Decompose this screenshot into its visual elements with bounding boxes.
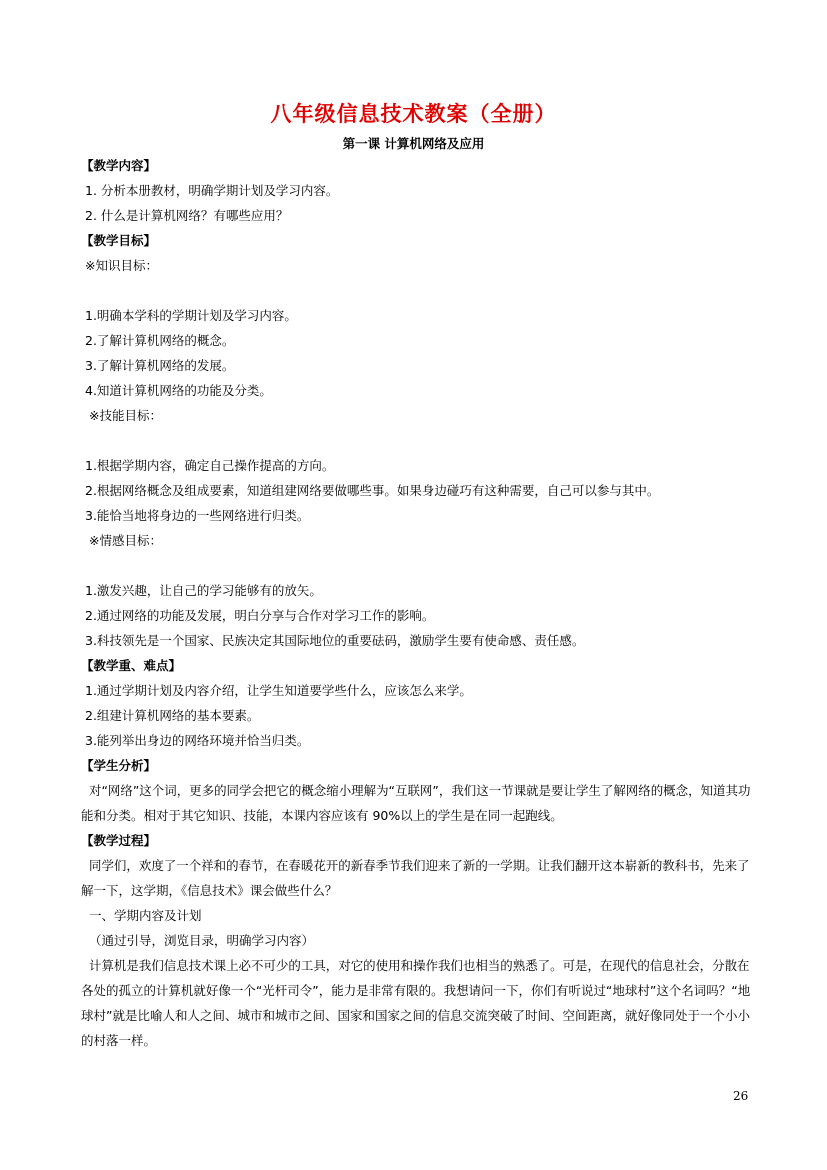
content-item-1: 1. 分析本册教材，明确学期计划及学习内容。 — [85, 183, 339, 198]
knowledge-objective-2: 2.了解计算机网络的概念。 — [85, 333, 235, 348]
skill-objective-3: 3.能恰当地将身边的一些网络进行归类。 — [85, 508, 310, 523]
process-paragraph-line-1: 计算机是我们信息技术课上必不可少的工具，对它的使用和操作我们也相当的熟悉了。可是，在现代的信息社会，分散在 — [89, 958, 750, 973]
process-step-heading: 一、学期内容及计划 — [89, 908, 202, 923]
student-analysis-line-1: 对“网络”这个词，更多的同学会把它的概念缩小理解为“互联网”，我们这一节课就是要让学生了解网络的概念，知道其功 — [89, 783, 751, 798]
skill-objectives-label: ※技能目标： — [89, 408, 162, 423]
knowledge-objective-1: 1.明确本学科的学期计划及学习内容。 — [85, 308, 297, 323]
lesson-title: 第一课 计算机网络及应用 — [342, 136, 485, 151]
section-heading-objectives: 【教学目标】 — [81, 233, 157, 248]
key-point-1: 1.通过学期计划及内容介绍，让学生知道要学些什么，应该怎么来学。 — [85, 683, 472, 698]
skill-objective-1: 1.根据学期内容，确定自己操作提高的方向。 — [85, 458, 335, 473]
process-intro-line-1: 同学们，欢度了一个祥和的春节，在春暖花开的新春季节我们迎来了新的一学期。让我们翻开这本崭新的教科书，先来了 — [89, 858, 750, 873]
process-paragraph-line-4: 的村落一样。 — [81, 1033, 157, 1048]
section-heading-key-points: 【教学重、难点】 — [81, 658, 182, 673]
key-point-2: 2.组建计算机网络的基本要素。 — [85, 708, 260, 723]
student-analysis-line-2: 能和分类。相对于其它知识、技能，本课内容应该有 90%以上的学生是在同一起跑线。 — [81, 808, 563, 823]
key-point-3: 3.能列举出身边的网络环境并恰当归类。 — [85, 733, 310, 748]
emotion-objectives-label: ※情感目标： — [89, 533, 162, 548]
emotion-objective-2: 2.通过网络的功能及发展，明白分享与合作对学习工作的影响。 — [85, 608, 435, 623]
knowledge-objectives-label: ※知识目标： — [85, 258, 158, 273]
process-paragraph-line-3: 球村”就是比喻人和人之间、城市和城市之间、国家和国家之间的信息交流突破了时间、空间距离，就好像同处于一个小小 — [81, 1008, 750, 1023]
skill-objective-2: 2.根据网络概念及组成要素，知道组建网络要做哪些事。如果身边碰巧有这种需要，自己可以参与其中。 — [85, 483, 660, 498]
content-item-2: 2. 什么是计算机网络？有哪些应用？ — [85, 208, 289, 223]
section-heading-content: 【教学内容】 — [81, 158, 157, 173]
emotion-objective-3: 3.科技领先是一个国家、民族决定其国际地位的重要砝码，激励学生要有使命感、责任感。 — [85, 633, 585, 648]
knowledge-objective-3: 3.了解计算机网络的发展。 — [85, 358, 235, 373]
process-intro-line-2: 解一下，这学期，《信息技术》课会做些什么？ — [81, 883, 338, 898]
knowledge-objective-4: 4.知道计算机网络的功能及分类。 — [85, 383, 272, 398]
process-step-note: （通过引导，浏览目录，明确学习内容） — [89, 933, 315, 948]
section-heading-student-analysis: 【学生分析】 — [81, 758, 157, 773]
document-title: 八年级信息技术教案（全册） — [270, 102, 557, 126]
emotion-objective-1: 1.激发兴趣，让自己的学习能够有的放矢。 — [85, 583, 322, 598]
section-heading-process: 【教学过程】 — [81, 833, 157, 848]
process-paragraph-line-2: 各处的孤立的计算机就好像一个“光杆司令”，能力是非常有限的。我想请问一下，你们有听说过“地球村”这个名词吗？“地 — [81, 983, 751, 998]
page-number: 26 — [733, 1089, 749, 1103]
